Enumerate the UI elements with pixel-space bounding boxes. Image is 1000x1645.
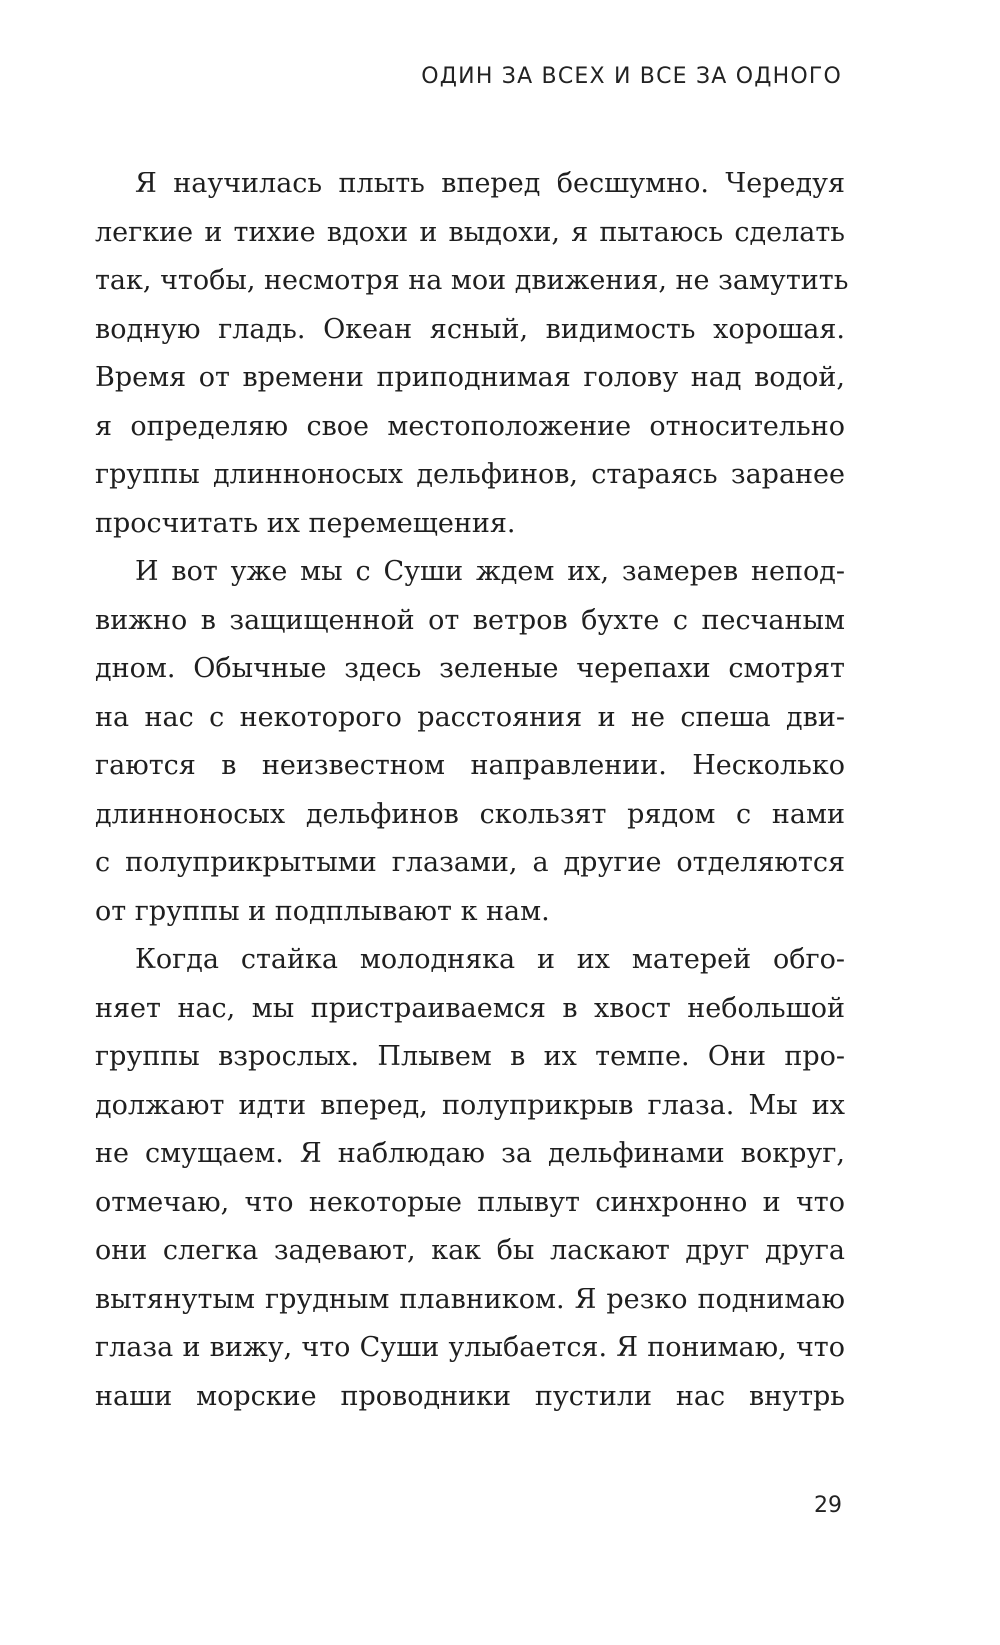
- text-line: я определяю свое местоположение относительно: [95, 410, 845, 442]
- text-line: глаза и вижу, что Суши улыбается. Я понимаю, что: [95, 1332, 845, 1363]
- text-line: водную гладь. Океан ясный, видимость хорошая.: [95, 313, 845, 345]
- text-line: вижно в защищенной от ветров бухте с песчаным: [95, 604, 845, 636]
- text-line: Когда стайка молодняка и их матерей обго-: [135, 944, 845, 975]
- paragraph: [95, 160, 849, 548]
- text-line: дном. Обычные здесь зеленые черепахи смотрят: [95, 653, 845, 684]
- text-line: длинноносых дельфинов скользят рядом с нами: [95, 798, 845, 830]
- text-line: вытянутым грудным плавником. Я резко поднимаю: [95, 1283, 845, 1315]
- text-line: легкие и тихие вдохи и выдохи, я пытаюсь сделать: [95, 216, 845, 248]
- paragraph: [95, 548, 845, 936]
- page-number: 29: [814, 1493, 842, 1518]
- text-line: должают идти вперед, полуприкрыв глаза. Мы их: [95, 1089, 845, 1121]
- text-line: просчитать их перемещения.: [95, 507, 516, 539]
- text-line: Я научилась плыть вперед бесшумно. Чередуя: [135, 168, 845, 199]
- text-line: так, чтобы, несмотря на мои движения, не замутить: [95, 265, 849, 296]
- body-text: [95, 160, 849, 1421]
- paragraph: [95, 936, 845, 1421]
- text-line: Время от времени приподнимая голову над водой,: [95, 362, 845, 393]
- text-line: они слегка задевают, как бы ласкают друг друга: [95, 1235, 845, 1266]
- text-line: не смущаем. Я наблюдаю за дельфинами вокруг,: [95, 1138, 845, 1169]
- text-line: отмечаю, что некоторые плывут синхронно и что: [95, 1186, 845, 1218]
- text-line: от группы и подплывают к нам.: [95, 895, 550, 927]
- running-head: ОДИН ЗА ВСЕХ И ВСЕ ЗА ОДНОГО: [421, 64, 842, 89]
- text-line: на нас с некоторого расстояния и не спеша дви-: [95, 701, 845, 733]
- text-line: наши морские проводники пустили нас внутрь: [95, 1380, 845, 1412]
- text-line: с полуприкрытыми глазами, а другие отделяются: [95, 847, 845, 878]
- text-line: группы взрослых. Плывем в их темпе. Они про-: [95, 1041, 845, 1072]
- text-line: няет нас, мы пристраиваемся в хвост небольшой: [95, 992, 845, 1024]
- text-line: гаются в неизвестном направлении. Несколько: [95, 750, 845, 781]
- text-line: И вот уже мы с Суши ждем их, замерев непод-: [135, 556, 845, 587]
- text-line: группы длинноносых дельфинов, стараясь заранее: [95, 459, 845, 490]
